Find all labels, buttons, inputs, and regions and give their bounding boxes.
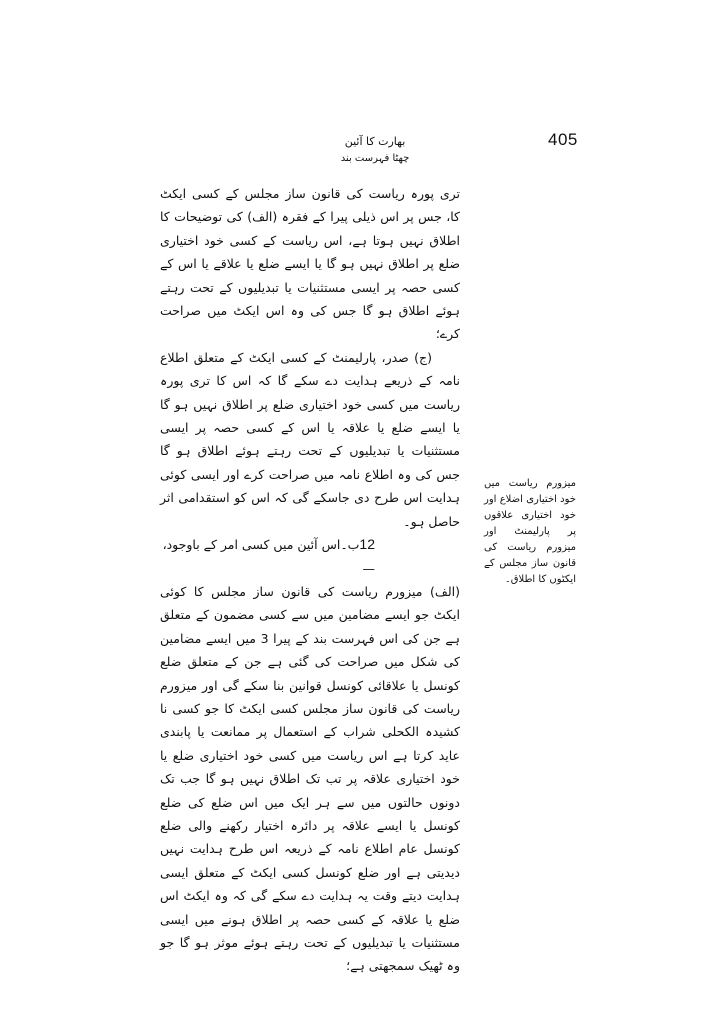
section-heading-text: ب۔اس آئین میں کسی امر کے باوجود، —: [162, 537, 375, 576]
header-title: بھارت کا آئین: [344, 135, 406, 148]
paragraph-1: تری پورہ ریاست کی قانون ساز مجلس کے کسی ایکٹ کا، جس پر اس ذیلی پیرا کے فقرہ (الف) کی توضیحات کا اطلاق نہیں ہوتا ہے، اس ریاست کے کسی خود اختیاری ضلع پر اطلاق نہیں ہو گا یا ایسے ضلع یا علاقے یا اس کے کسی حصہ پر ایسی مستثنیات یا تبدیلیوں کے تحت رہتے ہوئے اطلاق ہو گا جس کی وہ اس ایکٹ میں صراحت کرے؛: [160, 186, 460, 342]
header-subtitle: چھٹا فہرست بند: [340, 153, 410, 164]
paragraph-3: (الف) میزورم ریاست کی قانون ساز مجلس کا کوئی ایکٹ جو ایسے مضامین میں سے کسی مضمون کے متعلق ہے جن کی اس فہرست بند کے پیرا 3 میں ایسے مضامین کی شکل میں صراحت کی گئی ہے جن کے متعلق ضلع کونسل یا علاقائی کونسل قوانین بنا سکے گی اور میزورم ریاست کی قانون ساز مجلس کسی ایکٹ کا جو کسی نا کشیدہ الکحلی شراب کے استعمال پر ممانعت یا پابندی عاید کرتا ہے اس ریاست میں کسی خود اختیاری ضلع یا خود اختیاری علاقہ پر تب تک اطلاق نہیں ہو گا جب تک دونوں حالتوں میں سے ہر ایک میں اس ضلع کی ضلع کونسل یا ایسے علاقہ پر دائرہ اختیار رکھنے والی ضلع کونسل عام اطلاع نامہ کے ذریعہ اس طرح ہدایت نہیں دیدیتی ہے اور ضلع کونسل کسی ایکٹ کے متعلق ایسی ہدایت دیتے وقت یہ ہدایت دے سکے گی کہ وہ ایکٹ اس ضلع یا علاقہ کے کسی حصہ پر اطلاق ہونے میں ایسی مستثنیات یا تبدیلیوں کے تحت رہتے ہوئے موثر ہو گا جو وہ ٹھیک سمجھتی ہے؛: [160, 583, 460, 974]
margin-note: میزورم ریاست میں خود اختیاری اضلاع اور خود اختیاری علاقوں پر پارلیمنٹ اور میزورم ریاست کی قانون ساز مجلس کے ایکٹوں کا اطلاق۔: [484, 478, 576, 585]
body-text: [160, 182, 460, 978]
paragraph-2: (ج) صدر، پارلیمنٹ کے کسی ایکٹ کے متعلق اطلاع نامہ کے ذریعے ہدایت دے سکے گا کہ اس کا تری پورہ ریاست میں کسی خود اختیاری ضلع پر اطلاق نہیں ہو گا یا ایسے ضلع یا علاقہ یا اس کے کسی حصہ پر ایسی مستثنیات یا تبدیلیوں کے تحت رہتے ہوئے اطلاق ہو گا جس کی وہ اطلاع نامہ میں صراحت کرے اور ایسی کوئی ہدایت اس طرح دی جاسکے گی کہ اس کو استقدامی اثر حاصل ہو۔: [160, 349, 460, 529]
page-number: 405: [548, 130, 578, 149]
section-number: 12: [359, 536, 375, 553]
section-heading: [160, 533, 460, 580]
running-header: [300, 133, 450, 167]
